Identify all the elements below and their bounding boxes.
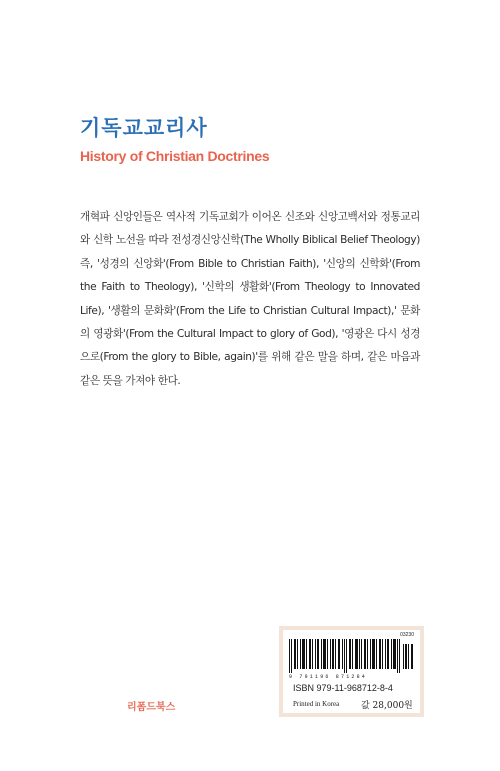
price-label: 값 28,000원 bbox=[361, 701, 413, 711]
addon-code: 03230 bbox=[400, 632, 414, 638]
book-title-english: History of Christian Doctrines bbox=[80, 148, 270, 164]
isbn-number: ISBN 979-11-968712-8-4 bbox=[293, 683, 393, 693]
book-title-korean: 기독교교리사 bbox=[80, 116, 208, 140]
barcode-panel bbox=[279, 626, 424, 717]
publisher-name: 리폼드북스 bbox=[127, 702, 176, 713]
barcode-icon bbox=[289, 639, 414, 673]
printed-in-korea: Printed in Korea bbox=[293, 700, 340, 708]
barcode-label bbox=[283, 630, 420, 713]
description-text: 개혁파 신앙인들은 역사적 기독교회가 이어온 신조와 신앙고백서와 정통교리와 신학 노선을 따라 전성경신앙신학(The Wholly Biblical Belief Theology) 즉, '성경의 신앙화'(From Bible to Christian Faith), '신앙의 신학화'(From the Faith to Theology), '신학의 생활화'(From Theology to Innovated Life), '생활의 문화화'(From the Life to Christian Cultural Impact),' 문화의 영광화'(From the Cultural Impact to glory of God), '영광은 다시 성경으로(From the glory to Bible, again)'를 위해 같은 말을 하며, 같은 마음과 같은 뜻을 가져야 한다. bbox=[80, 211, 420, 387]
barcode-digits: 9 791196 871284 bbox=[289, 674, 368, 680]
